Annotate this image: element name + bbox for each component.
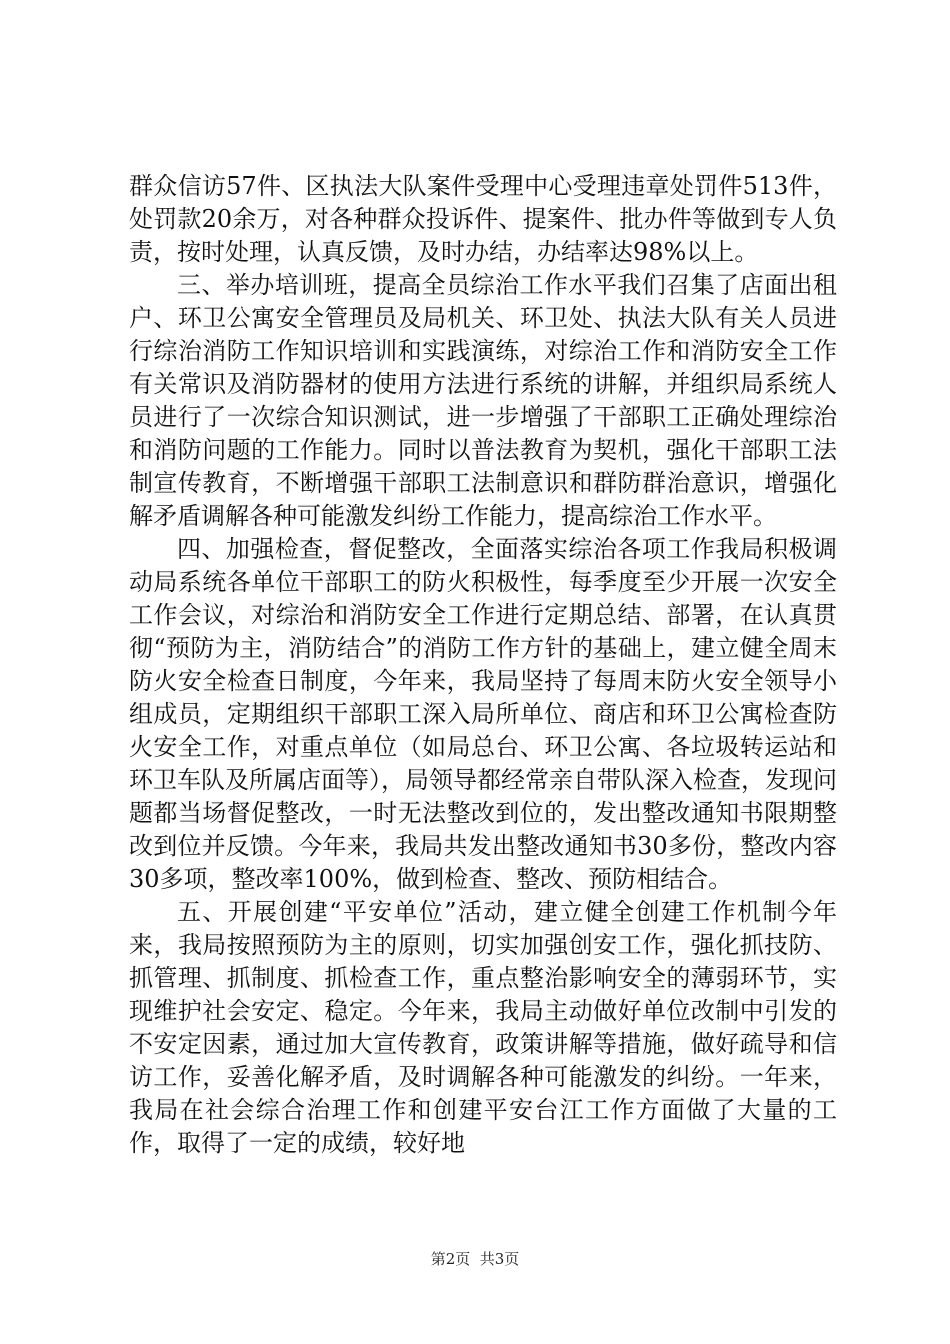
paragraph-continuation: 群众信访57件、区执法大队案件受理中心受理违章处罚件513件，处罚款20余万，对各种群众投诉件、提案件、批办件等做到专人负责，按时处理，认真反馈，及时办结，办结率达98%以上。 <box>129 172 837 266</box>
page-footer: 第2页 共3页 <box>430 1250 520 1268</box>
paragraph-section-four: 四、加强检查，督促整改，全面落实综治各项工作我局积极调动局系统各单位干部职工的防火积极性，每季度至少开展一次安全工作会议，对综治和消防安全工作进行定期总结、部署，在认真贯彻“预防为主，消防结合”的消防工作方针的基础上，建立健全周末防火安全检查日制度，今年来，我局坚持了每周末防火安全领导小组成员，定期组织干部职工深入局所单位、商店和环卫公寓检查防火安全工作，对重点单位（如局总台、环卫公寓、各垃圾转运站和环卫车队及所属店面等），局领导都经常亲自带队深入检查，发现问题都当场督促整改，一时无法整改到位的，发出整改通知书限期整改到位并反馈。今年来，我局共发出整改通知书30多份，整改内容30多项，整改率100%，做到检查、整改、预防相结合。 <box>129 535 837 893</box>
document-body <box>129 170 837 1160</box>
paragraph-section-five: 五、开展创建“平安单位”活动，建立健全创建工作机制今年来，我局按照预防为主的原则，切实加强创安工作，强化抓技防、抓管理、抓制度、抓检查工作，重点整治影响安全的薄弱环节，实现维护社会安定、稳定。今年来，我局主动做好单位改制中引发的不安定因素，通过加大宣传教育，政策讲解等措施，做好疏导和信访工作，妥善化解矛盾，及时调解各种可能激发的纠纷。一年来，我局在社会综合治理工作和创建平安台江工作方面做了大量的工作，取得了一定的成绩，较好地 <box>129 898 837 1157</box>
paragraph-section-three: 三、举办培训班，提高全员综治工作水平我们召集了店面出租户、环卫公寓安全管理员及局机关、环卫处、执法大队有关人员进行综治消防工作知识培训和实践演练，对综治工作和消防安全工作有关常识及消防器材的使用方法进行系统的讲解，并组织局系统人员进行了一次综合知识测试，进一步增强了干部职工正确处理综治和消防问题的工作能力。同时以普法教育为契机，强化干部职工法制宣传教育，不断增强干部职工法制意识和群防群治意识，增强化解矛盾调解各种可能激发纠纷工作能力，提高综治工作水平。 <box>129 271 837 530</box>
